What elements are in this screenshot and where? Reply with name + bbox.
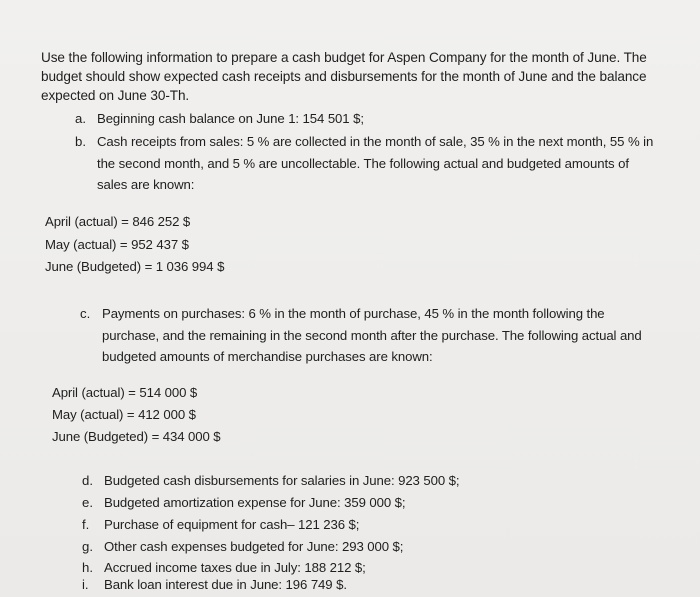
sales-april: April (actual) = 846 252 $ bbox=[45, 214, 191, 229]
item-c-line: purchase, and the remaining in the second month after the purchase. The following actual and bbox=[102, 328, 642, 343]
item-c-marker: c. bbox=[80, 306, 91, 321]
item-b-line: sales are known: bbox=[97, 177, 195, 192]
purchases-june: June (Budgeted) = 434 000 $ bbox=[52, 429, 221, 444]
intro-line: Use the following information to prepare a cash budget for Aspen Company for the month of June. The bbox=[41, 50, 647, 65]
sales-june: June (Budgeted) = 1 036 994 $ bbox=[45, 259, 225, 274]
item-d-marker: d. bbox=[82, 473, 93, 488]
intro-line: budget should show expected cash receipts and disbursements for the month of June and the balance bbox=[41, 69, 647, 84]
item-a-marker: a. bbox=[75, 111, 86, 126]
item-e-text: Budgeted amortization expense for June: 359 000 $; bbox=[104, 495, 406, 510]
item-c-line: budgeted amounts of merchandise purchases are known: bbox=[102, 349, 433, 364]
item-c-line: Payments on purchases: 6 % in the month of purchase, 45 % in the month following the bbox=[102, 306, 605, 321]
item-i-text: Bank loan interest due in June: 196 749 $. bbox=[104, 577, 347, 592]
item-h-text: Accrued income taxes due in July: 188 212 $; bbox=[104, 560, 366, 575]
sales-may: May (actual) = 952 437 $ bbox=[45, 237, 189, 252]
purchases-may: May (actual) = 412 000 $ bbox=[52, 407, 196, 422]
intro-line: expected on June 30-Th. bbox=[41, 88, 190, 103]
item-b-line: the second month, and 5 % are uncollectable. The following actual and budgeted amounts of bbox=[97, 156, 629, 171]
purchases-april: April (actual) = 514 000 $ bbox=[52, 385, 198, 400]
item-g-marker: g. bbox=[82, 539, 93, 554]
item-d-text: Budgeted cash disbursements for salaries in June: 923 500 $; bbox=[104, 473, 460, 488]
item-h-marker: h. bbox=[82, 560, 93, 575]
item-e-marker: e. bbox=[82, 495, 93, 510]
item-b-marker: b. bbox=[75, 134, 86, 149]
item-a-text: Beginning cash balance on June 1: 154 501 $; bbox=[97, 111, 364, 126]
item-g-text: Other cash expenses budgeted for June: 293 000 $; bbox=[104, 539, 404, 554]
item-i-marker: i. bbox=[82, 577, 89, 592]
item-b-line: Cash receipts from sales: 5 % are collected in the month of sale, 35 % in the next month, 55 % in bbox=[97, 134, 654, 149]
item-f-marker: f. bbox=[82, 517, 90, 532]
item-f-text: Purchase of equipment for cash– 121 236 $; bbox=[104, 517, 360, 532]
